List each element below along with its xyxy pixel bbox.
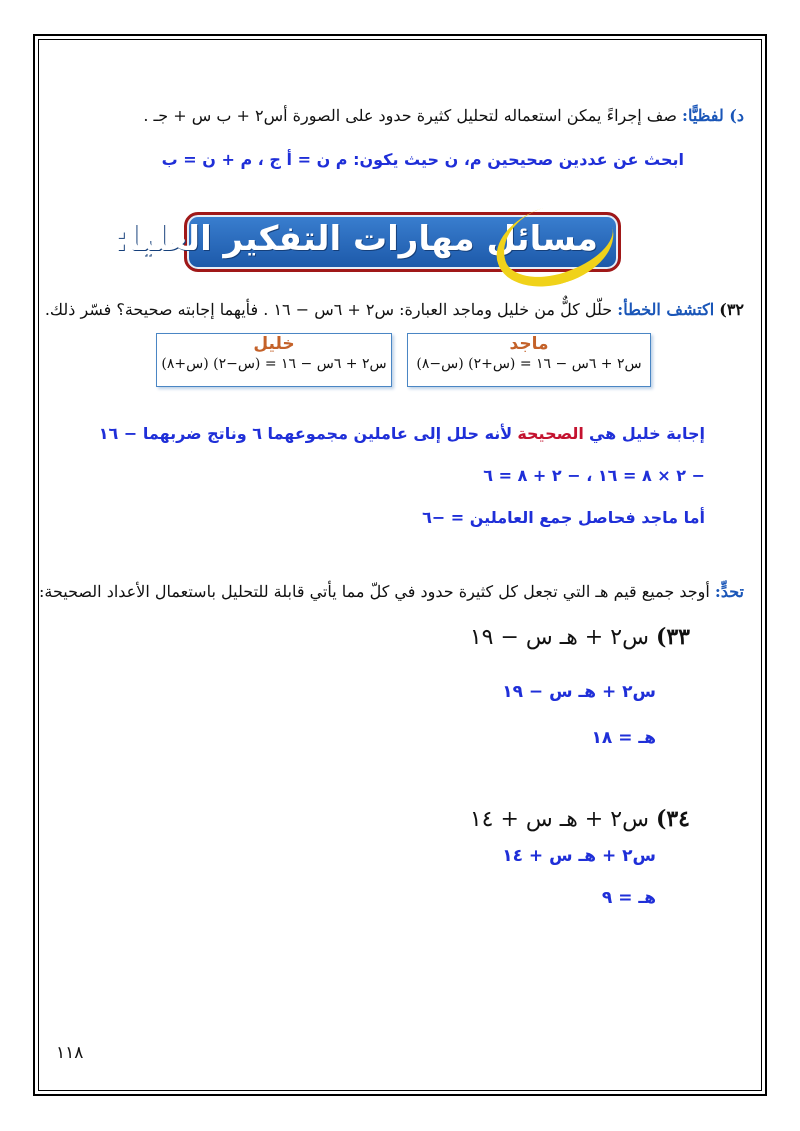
part-d-text: صف إجراءً يمكن استعماله لتحليل كثيرة حدود على الصورة أس٢ + ب س + جـ . bbox=[143, 106, 677, 125]
challenge-label: تحدٍّ: bbox=[714, 582, 744, 601]
q34-question bbox=[470, 806, 690, 832]
q33-question bbox=[470, 624, 690, 650]
q32-question bbox=[45, 300, 744, 319]
part-d-question bbox=[143, 106, 744, 125]
q33-number: ٣٣) bbox=[655, 624, 690, 650]
q34-work: س٢ + هـ س + ١٤ bbox=[502, 846, 656, 866]
q32-label: اكتشف الخطأ: bbox=[617, 300, 715, 319]
part-d-label: د) لفظيًّا: bbox=[682, 106, 744, 125]
q33-result: هـ = ١٨ bbox=[591, 728, 656, 748]
q32-answer-part-a: إجابة خليل هي bbox=[588, 424, 705, 443]
khalil-name: خليل bbox=[253, 334, 295, 354]
q33-work: س٢ + هـ س − ١٩ bbox=[502, 682, 656, 702]
page-border-inner bbox=[38, 39, 762, 1091]
q32-answer-part-b: الصحيحة bbox=[517, 424, 584, 443]
q32-answer-line1 bbox=[99, 424, 705, 443]
challenge-text: أوجد جميع قيم هـ التي تجعل كل كثيرة حدود في كلّ مما يأتي قابلة للتحليل باستعمال الأعداد الصحيحة: bbox=[38, 582, 710, 601]
q32-text: حلّل كلٌّ من خليل وماجد العبارة: س٢ + ٦س − ١٦ . فأيهما إجابته صحيحة؟ فسّر ذلك. bbox=[44, 300, 613, 319]
majed-solution-box bbox=[407, 333, 651, 387]
q34-result: هـ = ٩ bbox=[601, 888, 656, 908]
khalil-solution-box bbox=[156, 333, 392, 387]
q34-number: ٣٤) bbox=[655, 806, 690, 832]
q32-number: ٣٢) bbox=[719, 300, 744, 319]
part-d-answer: ابحث عن عددين صحيحين م، ن حيث يكون: م ن = أ ج ، م + ن = ب bbox=[161, 150, 684, 169]
q32-answer-line2: − ٢ × ٨ = ١٦ ، − ٢ + ٨ = ٦ bbox=[483, 466, 705, 485]
majed-expression: س٢ + ٦س − ١٦ = (س+٢) (س−٨) bbox=[416, 356, 642, 372]
q33-expression: س٢ + هـ س − ١٩ bbox=[469, 625, 649, 650]
khalil-expression: س٢ + ٦س − ١٦ = (س−٢) (س+٨) bbox=[161, 356, 387, 372]
page-number: ١١٨ bbox=[56, 1043, 84, 1063]
challenge-instruction bbox=[39, 582, 744, 601]
q32-answer-part-c: لأنه حلل إلى عاملين مجموعهما ٦ وناتج ضربهما − ١٦ bbox=[98, 424, 513, 443]
banner-title: مسائل مهارات التفكير العليا: bbox=[113, 219, 598, 259]
majed-name: ماجد bbox=[509, 334, 549, 354]
q32-answer-line3: أما ماجد فحاصل جمع العاملين = −٦ bbox=[422, 508, 705, 527]
q34-expression: س٢ + هـ س + ١٤ bbox=[469, 807, 649, 832]
